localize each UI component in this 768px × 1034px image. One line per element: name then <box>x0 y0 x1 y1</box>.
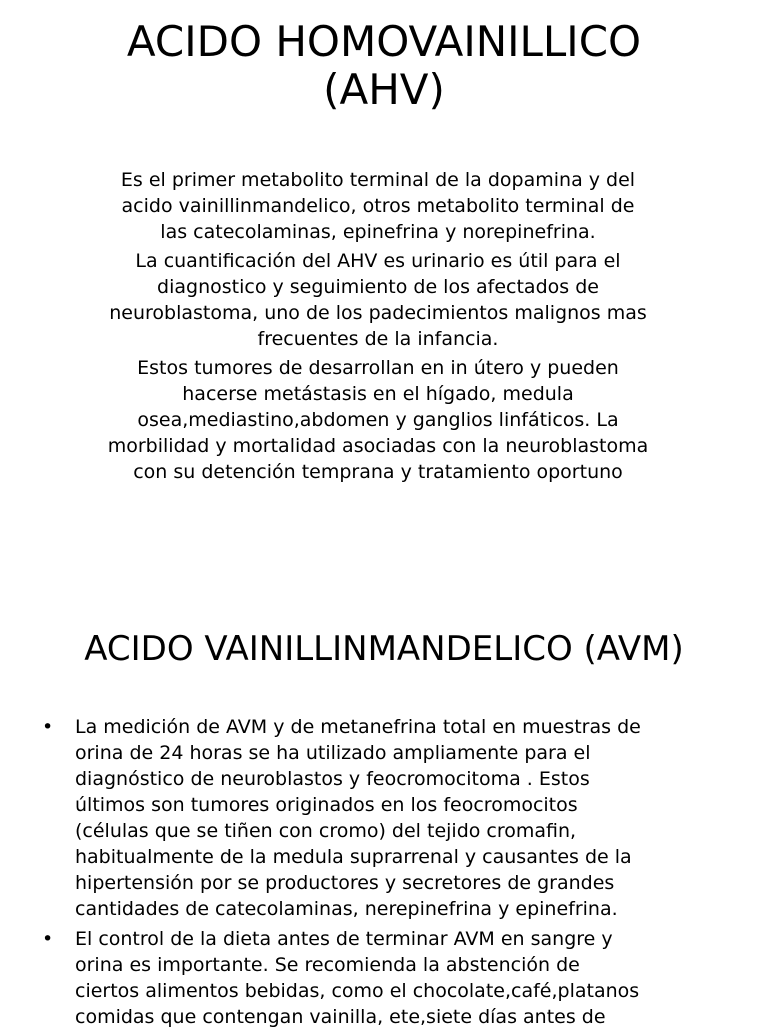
text-line: orina de 24 horas se ha utilizado ampliamente para el <box>75 742 591 764</box>
text-line: comidas que contengan vainilla, ete,siete días antes de <box>75 1006 606 1028</box>
text-line: diagnostico y seguimiento de los afectados de <box>157 276 599 298</box>
bullet-item-measurement <box>40 714 740 922</box>
slide-title-ahv <box>40 18 728 114</box>
text-line: con su detención temprana y tratamiento oportuno <box>133 461 623 483</box>
slide-ahv <box>0 0 768 512</box>
bullet-icon: • <box>42 928 54 950</box>
paragraph-metabolite <box>60 167 696 245</box>
text-line: cantidades de catecolaminas, nerepinefrina y epinefrina. <box>75 898 618 920</box>
paragraph-quantification <box>60 248 696 352</box>
slide-title-avm: ACIDO VAINILLINMANDELICO (AVM) <box>84 629 684 669</box>
paragraph-tumors <box>60 355 696 485</box>
text-line: El control de la dieta antes de terminar AVM en sangre y <box>75 928 613 950</box>
text-line: frecuentes de la infancia. <box>257 328 499 350</box>
text-line: ciertos alimentos bebidas, como el chocolate,café,platanos <box>75 980 640 1002</box>
slide-body-ahv <box>60 167 696 488</box>
bullet-list-avm <box>40 714 740 1034</box>
text-line: hipertensión por se productores y secretores de grandes <box>75 872 615 894</box>
text-line: habitualmente de la medula suprarrenal y causantes de la <box>75 846 632 868</box>
text-line: Es el primer metabolito terminal de la dopamina y del <box>120 169 636 191</box>
bullet-icon: • <box>42 716 54 738</box>
text-line: Estos tumores de desarrollan en in útero y pueden <box>137 357 619 379</box>
text-line: morbilidad y mortalidad asociadas con la neuroblastoma <box>107 435 649 457</box>
text-line: orina es importante. Se recomienda la abstención de <box>75 954 580 976</box>
text-line: La cuantificación del AHV es urinario es útil para el <box>135 250 621 272</box>
text-line: las catecolaminas, epinefrina y norepinefrina. <box>160 221 596 243</box>
title-line: ACIDO HOMOVAINILLICO <box>126 17 642 66</box>
title-line: (AHV) <box>323 65 445 114</box>
text-line: hacerse metástasis en el hígado, medula <box>182 383 574 405</box>
text-line: diagnóstico de neuroblastos y feocromocitoma . Estos <box>75 768 590 790</box>
text-line: (células que se tiñen con cromo) del tejido cromafin, <box>75 820 577 842</box>
text-line: acido vainillinmandelico, otros metabolito terminal de <box>121 195 635 217</box>
text-line: últimos son tumores originados en los feocromocitos <box>75 794 578 816</box>
bullet-item-diet <box>40 926 740 1030</box>
text-line: La medición de AVM y de metanefrina total en muestras de <box>75 716 641 738</box>
text-line: osea,mediastino,abdomen y ganglios linfáticos. La <box>137 409 619 431</box>
slide-avm <box>0 512 768 1028</box>
text-line: neuroblastoma, uno de los padecimientos malignos mas <box>109 302 647 324</box>
